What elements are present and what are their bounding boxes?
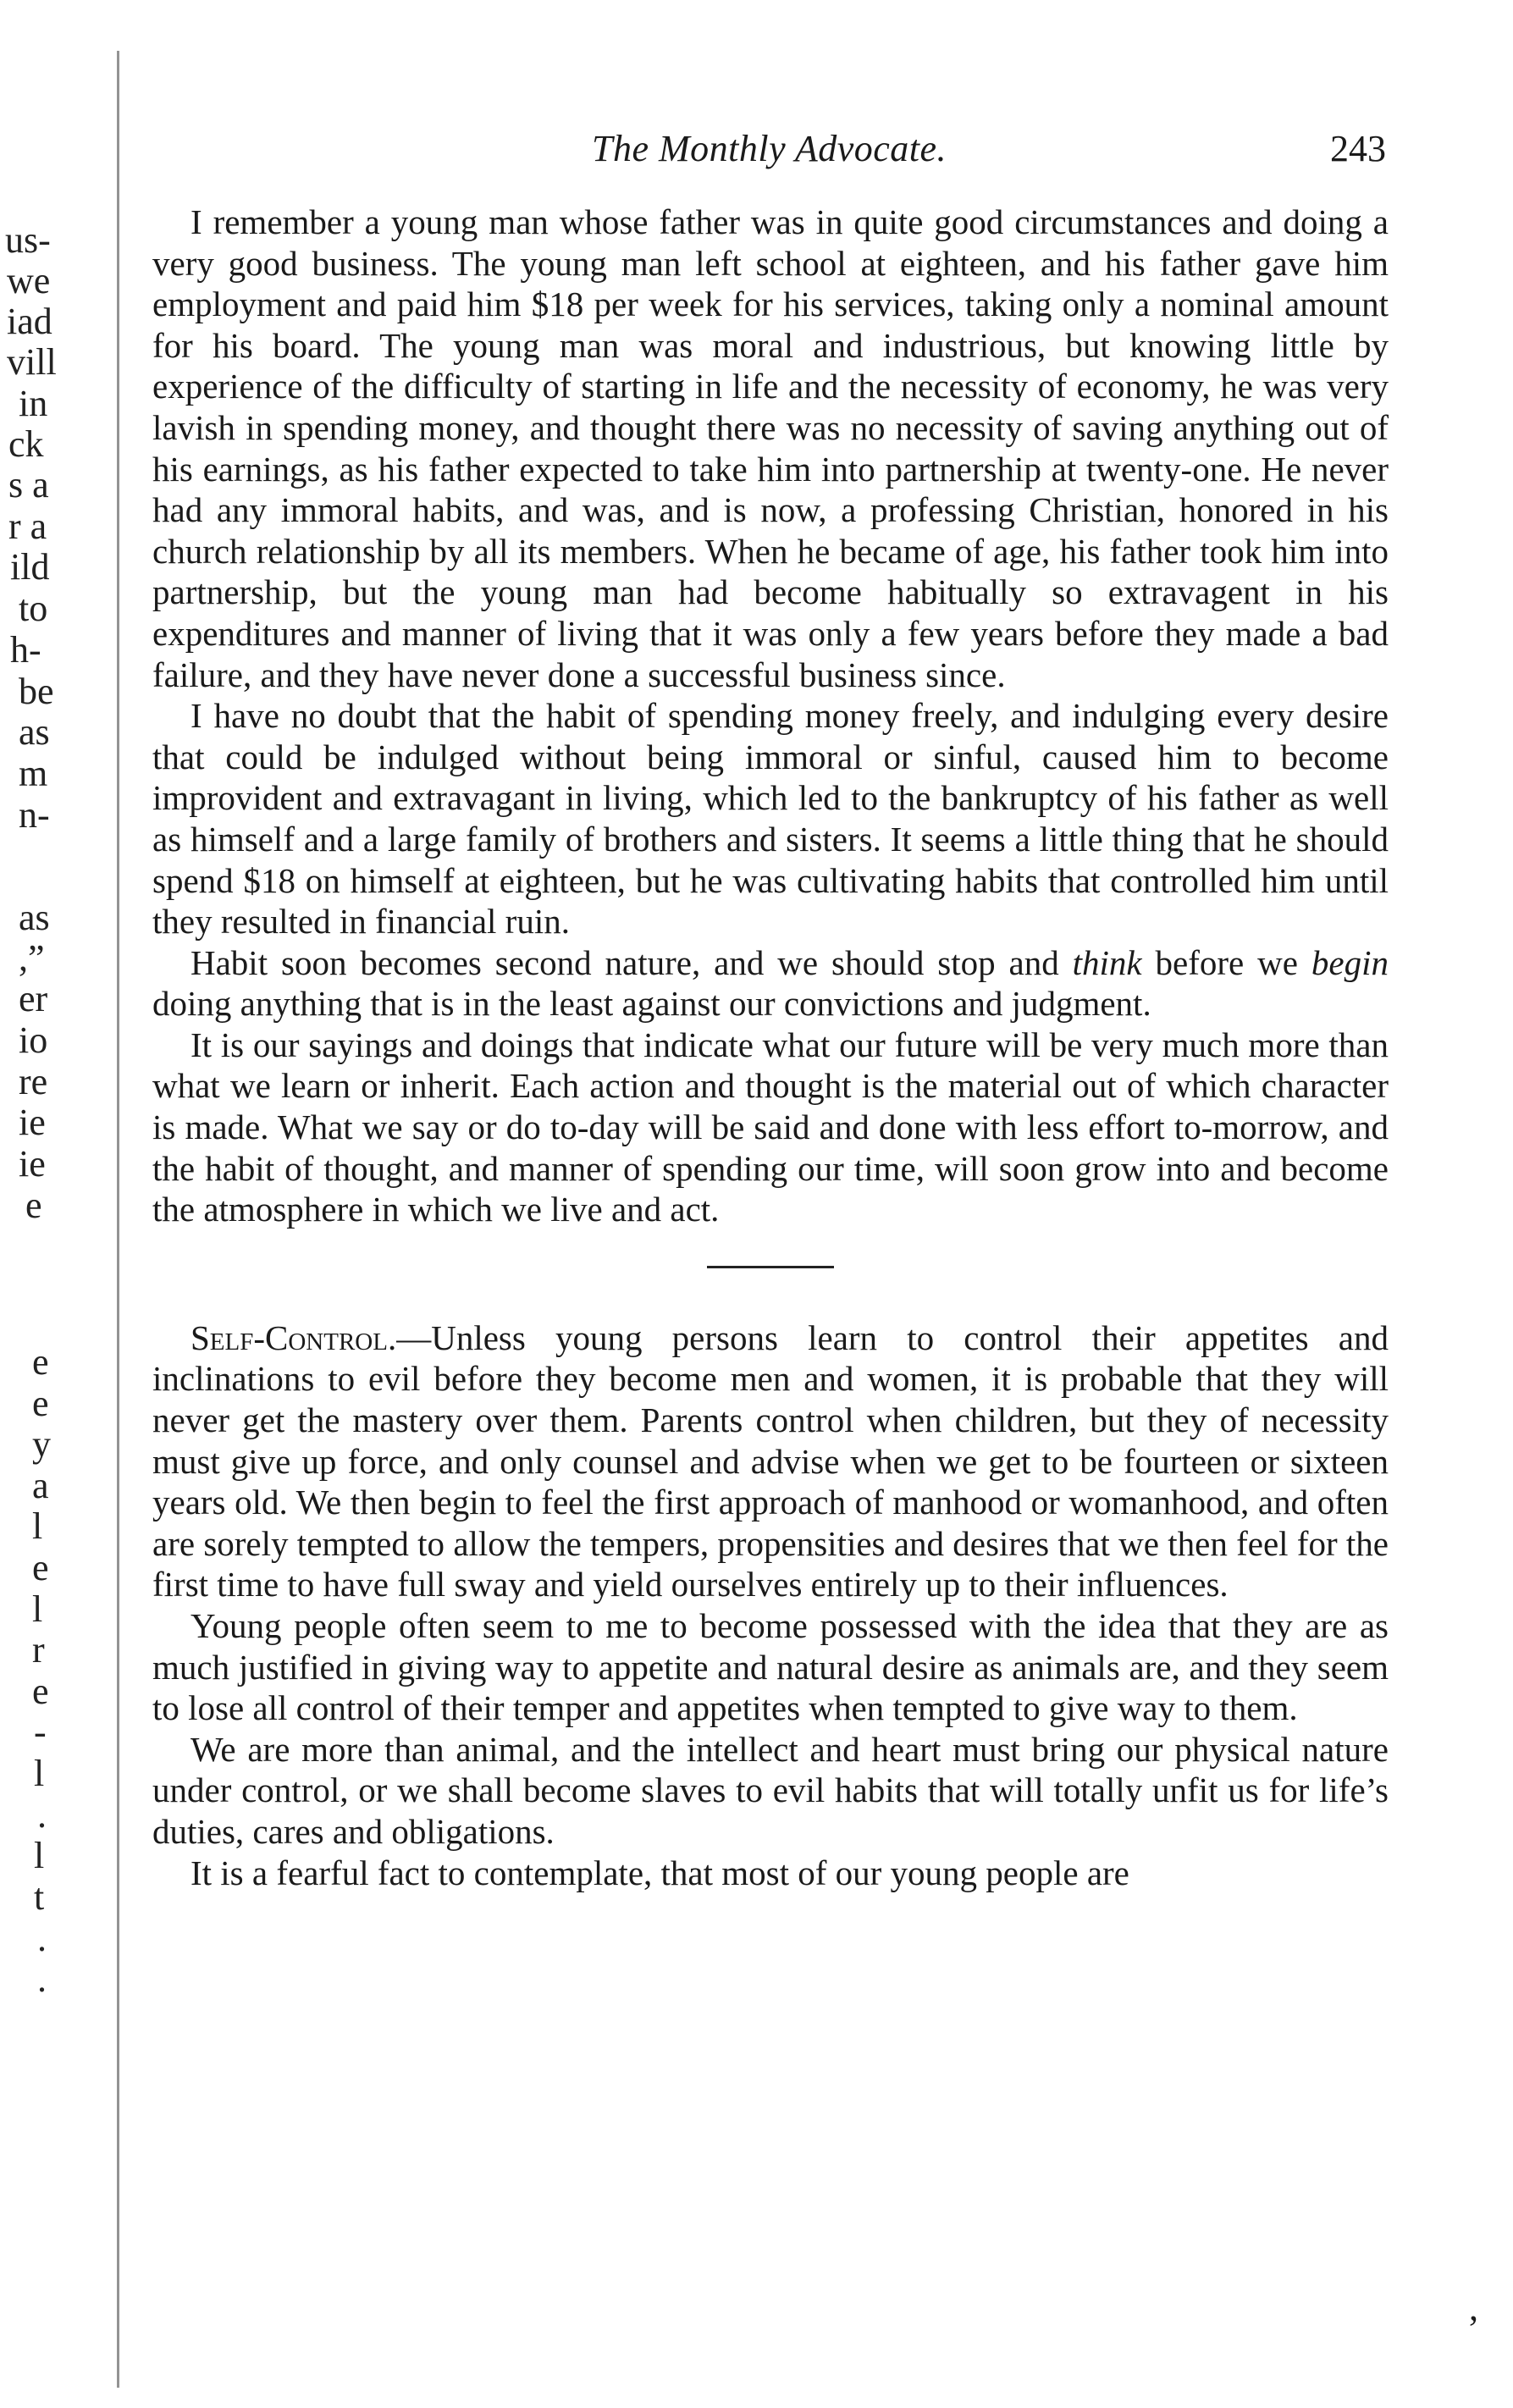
bleed-fragment: . [37,1918,47,1959]
bleed-fragment: re [19,1061,48,1102]
bleed-fragment: us- [5,219,51,261]
bleed-fragment: e [32,1383,49,1424]
page-body [152,202,1389,1893]
bleed-fragment: . [37,1794,47,1836]
section-heading: Self-Control. [191,1317,397,1357]
bleed-fragment: y [32,1423,51,1465]
bleed-fragment: e [25,1185,42,1226]
text-run: before we [1141,942,1311,982]
bleed-fragment: s a [8,464,49,505]
bleed-fragment: a [32,1465,49,1506]
bleed-fragment: h- [10,629,41,671]
bleed-fragment: in [19,383,48,424]
emphasis: begin [1311,942,1389,982]
bleed-fragment: ild [10,546,50,588]
bleed-fragment: iad [7,301,52,342]
text-run: —Unless young persons learn to control their appetites and inclinations to evil before they become men and women, it is probable that they will never get the mastery over them. Parents control when children, but they of necessity must give up force, and only counsel and advise when we get to be fourteen or sixteen years old. We then begin to feel the first approach of manhood or womanhood, and often are sorely tempted to allow the tempers, propensities and desires that we then feel for the first time to have full sway and yield ourselves entirely up to their influences. [152,1317,1389,1604]
paragraph: I remember a young man whose father was in quite good circumstances and doing a very good business. The young man left school at eighteen, and his father gave him employment and paid him $18 per week for his services, taking only a nominal amount for his board. The young man was moral and industrious, but knowing little by experience of the difficulty of starting in life and the necessity of economy, he was very lavish in spending money, and thought there was no necessity of saving anything out of his earnings, as his father expected to take him into partnership at twenty-one. He never had any immoral habits, and was, and is now, a professing Christian, honored in his church relationship by all its members. When he became of age, his father took him into partnership, but the young man had become habitually so extravagent in his expenditures and manner of living that it was only a few years before they made a bad failure, and they have never done a successful business since. [152,202,1389,694]
section-divider [707,1266,834,1268]
bleed-fragment: as [19,711,50,753]
text-run: Habit soon becomes second nature, and we should stop and [191,942,1073,982]
running-title: The Monthly Advocate. [591,128,947,169]
bleed-fragment: l [34,1753,45,1794]
emphasis: think [1072,942,1142,982]
bleed-fragment: r a [8,505,47,547]
bleed-fragment: vill [7,341,57,383]
bleed-fragment: ie [19,1143,46,1185]
bleed-fragment: e [32,1671,49,1712]
bleed-fragment: . [37,1958,47,2000]
bleed-fragment: we [7,260,51,301]
stray-mark: , [1469,2287,1478,2328]
paragraph [152,1317,1389,1605]
bleed-fragment: e [32,1547,49,1588]
bleed-fragment: m [19,753,48,794]
paragraph [152,942,1389,1025]
bleed-fragment: e [32,1341,49,1383]
bleed-fragment: ck [8,423,44,465]
bleed-fragment: r [32,1629,45,1671]
bleed-fragment: l [32,1505,43,1547]
bleed-fragment: l [34,1835,45,1876]
paragraph: Young people often seem to me to become possessed with the idea that they are as much justified in giving way to appetite and natural desire as animals are, and they seem to lose all control of their temper and appetites when tempted to give way to them. [152,1606,1389,1728]
bleed-fragment: n- [19,794,50,836]
paragraph: It is a fearful fact to contemplate, that most of our young people are [191,1853,1129,1892]
bleed-fragment: er [19,978,48,1019]
bleed-fragment: l [32,1588,43,1630]
bleed-fragment: as [19,897,50,938]
gutter-binding-rule [117,51,119,2388]
left-page-bleed [0,0,110,2408]
bleed-fragment: t [34,1876,45,1918]
bleed-fragment: - [34,1711,47,1753]
paragraph: We are more than animal, and the intellect and heart must bring our physical nature under control, or we shall become slaves to evil habits that will totally unfit us for life’s duties, cares and obligations. [152,1729,1389,1851]
bleed-fragment: be [19,671,54,712]
bleed-fragment: io [19,1019,48,1061]
page-number: 243 [1330,128,1386,169]
paragraph: It is our sayings and doings that indicate what our future will be very much more than what we learn or inherit. Each action and thought is the material out of which character is made. What we say or do to-day will be said and done with less effort to-morrow, and the habit of thought, and manner of spending our time, will soon grow into and become the atmosphere in which we live and act. [152,1025,1389,1229]
bleed-fragment: ie [19,1102,46,1143]
paragraph: I have no doubt that the habit of spending money freely, and indulging every desire that could be indulged without being immoral or sinful, caused him to become improvident and extravagant in living, which led to the bankruptcy of his father as well as himself and a large family of brothers and sisters. It seems a little thing that he should spend $18 on himself at eighteen, but he was cultivating habits that controlled him until they resulted in financial ruin. [152,696,1389,942]
bleed-fragment: ,” [19,937,45,979]
bleed-fragment: to [19,588,48,629]
text-run: doing anything that is in the least against our convictions and judgment. [152,984,1151,1024]
page-header [152,127,1386,178]
